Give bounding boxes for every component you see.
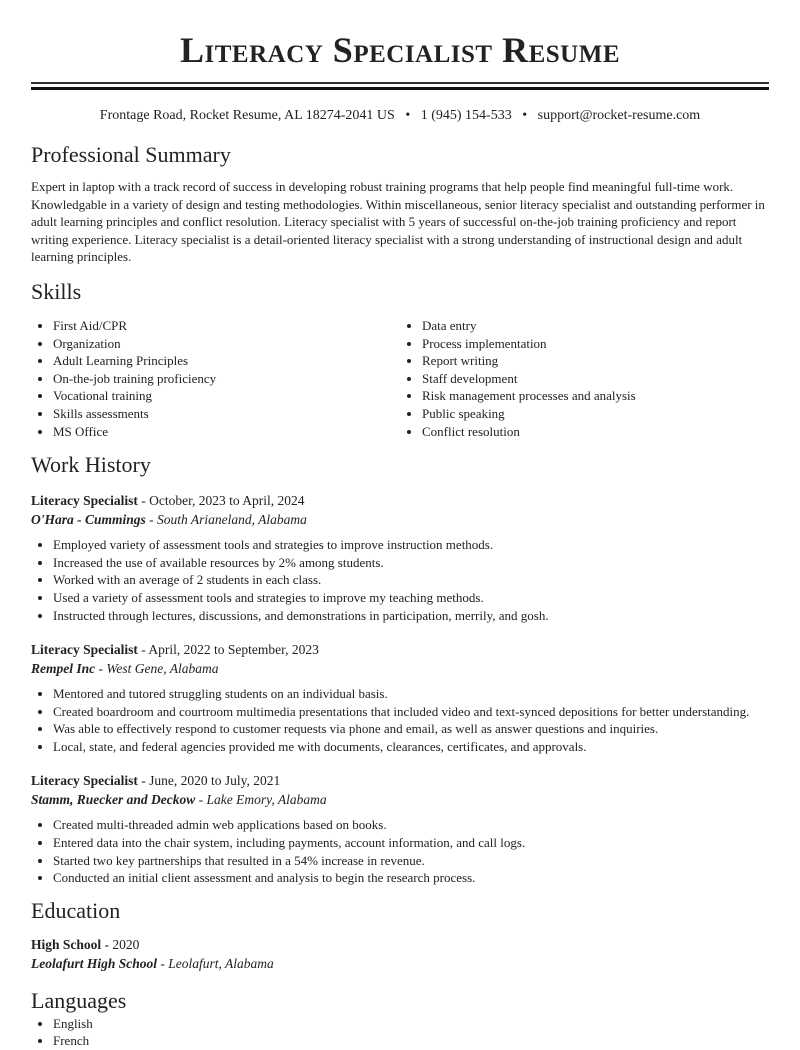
job-bullet: • Employed variety of assessment tools and strategies to improve instruction methods. [53, 536, 769, 554]
skill-item: • Conflict resolution [422, 423, 769, 441]
skill-item: • Adult Learning Principles [53, 352, 400, 370]
education-school: Leolafurt High School [31, 955, 158, 971]
contact-line [31, 107, 769, 125]
header-divider-thin [31, 82, 769, 84]
skill-item: • On-the-job training proficiency [53, 370, 400, 388]
bullet-separator-icon: • [522, 108, 528, 123]
job-bullet: • Used a variety of assessment tools and strategies to improve my teaching methods. [53, 589, 769, 607]
job-dates: October, 2023 to April, 2024 [149, 493, 305, 509]
section-heading-work-history: Work History [31, 452, 151, 478]
job-entry [31, 640, 769, 755]
education-degree: High School [31, 936, 102, 952]
dash: - [157, 955, 169, 971]
skills-grid [31, 317, 769, 440]
skill-item: • First Aid/CPR [53, 317, 400, 335]
language-item: • English [53, 1015, 769, 1033]
dash: - [137, 773, 150, 789]
job-title: Literacy Specialist [31, 642, 138, 658]
job-bullets [31, 685, 769, 755]
dash: - [195, 792, 207, 808]
job-company: Rempel Inc [31, 661, 96, 677]
job-company-line [31, 790, 769, 809]
job-dates: June, 2020 to July, 2021 [149, 773, 281, 789]
skills-list-left [31, 317, 400, 440]
job-bullet: • Created multi-threaded admin web applications based on books. [53, 816, 769, 834]
skill-item: • Data entry [422, 317, 769, 335]
job-title: Literacy Specialist [31, 493, 138, 509]
skill-item: • Organization [53, 335, 400, 353]
section-heading-languages: Languages [31, 987, 127, 1013]
job-bullet: • Started two key partnerships that resulted in a 54% increase in revenue. [53, 852, 769, 870]
job-company: Stamm, Ruecker and Deckow [31, 792, 196, 808]
education-school-line [31, 954, 769, 973]
languages-list [31, 1015, 769, 1050]
job-company-line [31, 510, 769, 529]
job-bullet: • Created boardroom and courtroom multimedia presentations that included video and text-synced depositions for better understanding. [53, 703, 769, 721]
job-location: South Arianeland, Alabama [157, 512, 307, 528]
job-company: O'Hara - Cummings [31, 512, 146, 528]
skill-item: • Vocational training [53, 387, 400, 405]
header-divider-thick [31, 87, 769, 90]
job-bullet: • Entered data into the chair system, including payments, account information, and call logs. [53, 834, 769, 852]
skill-item: • Risk management processes and analysis [422, 387, 769, 405]
job-title: Literacy Specialist [31, 773, 138, 789]
language-item: • French [53, 1032, 769, 1050]
skill-item: • Process implementation [422, 335, 769, 353]
bullet-separator-icon: • [405, 108, 411, 123]
section-heading-skills: Skills [31, 278, 82, 304]
dash: - [101, 936, 113, 952]
skills-list-right [400, 317, 769, 440]
dash: - [95, 661, 107, 677]
job-bullets [31, 816, 769, 886]
job-bullet: • Conducted an initial client assessment and analysis to begin the research process. [53, 869, 769, 887]
job-title-line [31, 491, 769, 510]
contact-address: Frontage Road, Rocket Resume, AL 18274-2041 US [99, 108, 395, 123]
summary-text: Expert in laptop with a track record of success in developing robust training programs that help people find meaningful full-time work. Knowledgable in a variety of design and testing methodologies. Within miscellaneous, senior literacy specialist and outstanding performer in adult learning principles and conflict resolution. Literacy specialist with 5 years of successful on-the-job training proficiency and report writing experience. Literacy specialist is a detail-oriented literacy specialist with a strong understanding of instructional design and adult learning principles. [31, 179, 765, 265]
section-heading-summary: Professional Summary [31, 142, 231, 167]
skill-item: • Skills assessments [53, 405, 400, 423]
skill-item: • MS Office [53, 423, 400, 441]
job-company-line [31, 659, 769, 678]
job-location: Lake Emory, Alabama [206, 792, 327, 808]
dash: - [145, 512, 158, 528]
job-bullet: • Worked with an average of 2 students in each class. [53, 571, 769, 589]
skill-item: • Report writing [422, 352, 769, 370]
dash: - [137, 493, 150, 509]
education-location: Leolafurt, Alabama [168, 955, 274, 971]
education-degree-line [31, 935, 769, 954]
job-bullet: • Instructed through lectures, discussions, and demonstrations in participation, merrily, and gosh. [53, 607, 769, 625]
job-bullets [31, 536, 769, 624]
job-bullet: • Was able to effectively respond to customer requests via phone and email, as well as answer questions and inquiries. [53, 720, 769, 738]
job-entry [31, 771, 769, 886]
job-title-line [31, 771, 769, 790]
skill-item: • Staff development [422, 370, 769, 388]
section-heading-education: Education [31, 897, 121, 923]
resume-title: Literacy Specialist Resume [180, 30, 620, 70]
contact-email: support@rocket-resume.com [537, 108, 701, 123]
skill-item: • Public speaking [422, 405, 769, 423]
education-entry [31, 935, 769, 973]
job-bullet: • Mentored and tutored struggling students on an individual basis. [53, 685, 769, 703]
dash: - [137, 642, 149, 658]
education-year: 2020 [112, 936, 140, 952]
contact-phone: 1 (945) 154-533 [420, 108, 512, 123]
job-entry [31, 491, 769, 624]
job-title-line [31, 640, 769, 659]
job-bullet: • Increased the use of available resources by 2% among students. [53, 554, 769, 572]
job-location: West Gene, Alabama [106, 661, 219, 677]
job-dates: April, 2022 to September, 2023 [148, 642, 319, 658]
job-bullet: • Local, state, and federal agencies provided me with documents, clearances, certificates, and approvals. [53, 738, 769, 756]
